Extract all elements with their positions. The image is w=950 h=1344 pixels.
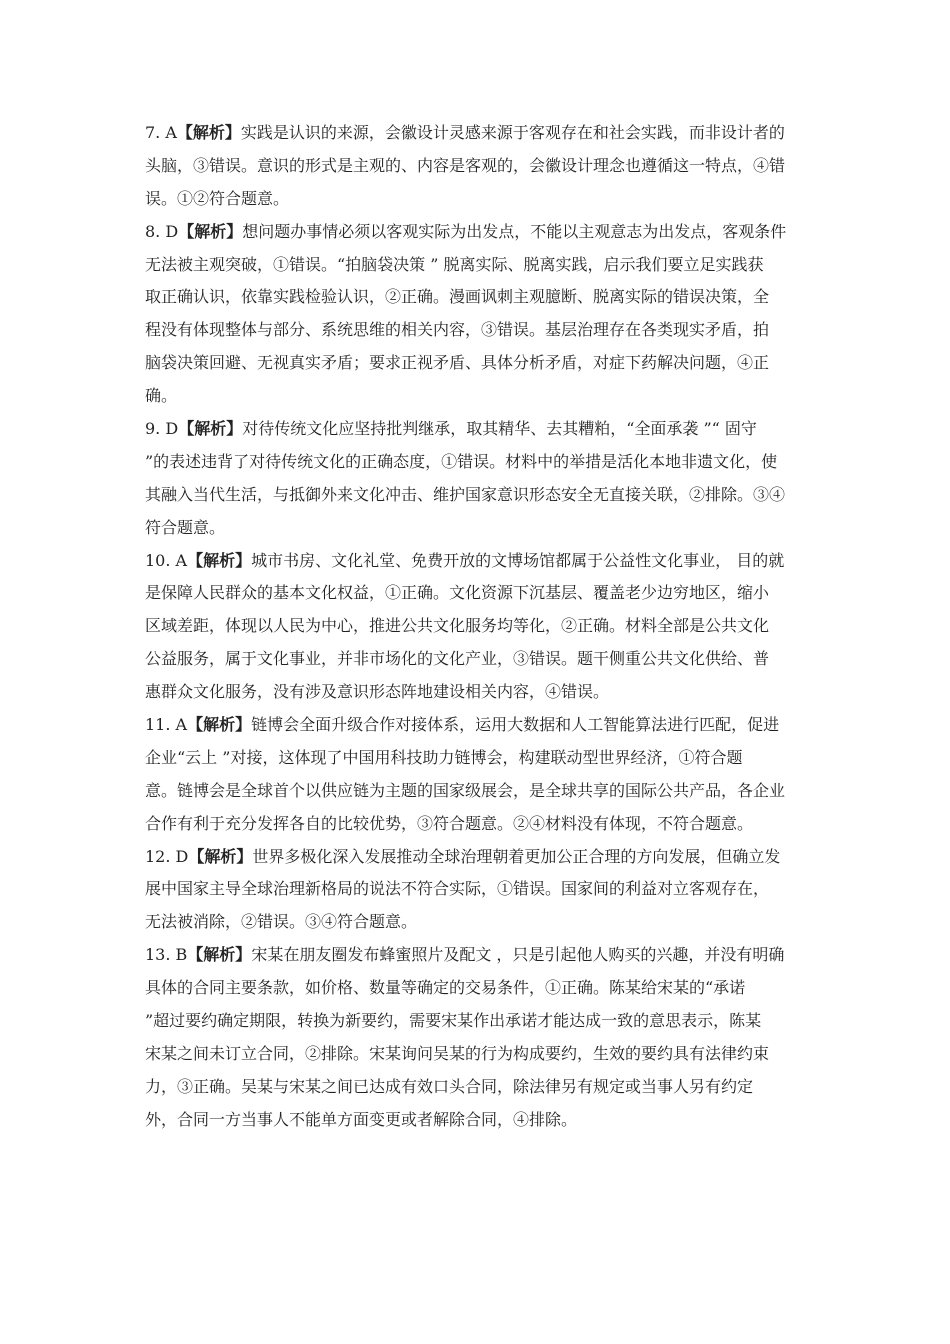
answer-text: 宋某在朋友圈发布蜂蜜照片及配文 ，只是引起他人购买的兴趣，并没有明确 [251, 945, 785, 965]
answer-item [145, 939, 810, 1136]
answer-line: 误。①②符合题意。 [145, 188, 290, 208]
answer-line: 公益服务，属于文化事业，并非市场化的文化产业，③错误。题干侧重公共文化供给、普 [145, 649, 770, 669]
answer-item [145, 117, 810, 216]
answer-line: 意。链博会是全球首个以供应链为主题的国家级展会，是全球共享的国际公共产品，各企业 [145, 780, 786, 800]
answer-line: ”的表述违背了对待传统文化的正确态度，①错误。材料中的举措是活化本地非遗文化，使 [145, 451, 778, 471]
question-number: 10. A [145, 550, 188, 570]
question-number: 8. D [145, 221, 179, 241]
answer-line: 宋某之间未订立合同，②排除。宋某询问吴某的行为构成要约，生效的要约具有法律约束 [145, 1043, 770, 1063]
answer-line: 其融入当代生活，与抵御外来文化冲击、维护国家意识形态安全无直接关联，②排除。③④ [145, 484, 786, 504]
analysis-tag: 【解析】 [188, 846, 253, 866]
answer-line [145, 216, 810, 249]
answer-line: 力，③正确。吴某与宋某之间已达成有效口头合同，除法律另有规定或当事人另有约定 [145, 1076, 754, 1096]
answer-line: 区域差距，体现以人民为中心，推进公共文化服务均等化，②正确。材料全部是公共文化 [145, 616, 770, 636]
analysis-tag: 【解析】 [176, 123, 241, 142]
question-number: 9. D [145, 419, 179, 439]
question-number: 11. A [145, 715, 188, 735]
answer-text: 对待传统文化应坚持批判继承，取其精华、去其糟粕，“全面承袭 ”“ 固守 [242, 419, 757, 439]
answer-line: 无法被主观突破，①错误。“拍脑袋决策 ” 脱离实际、脱离实践，启示我们要立足实践获 [145, 254, 764, 274]
answer-line: 取正确认识，依靠实践检验认识，②正确。漫画讽刺主观臆断、脱离实际的错误决策，全 [145, 287, 770, 307]
analysis-tag: 【解析】 [178, 419, 243, 439]
question-number: 7. A [145, 123, 177, 142]
answer-line [145, 841, 810, 874]
answer-line: 确。 [145, 386, 178, 406]
answer-line: 展中国家主导全球治理新格局的说法不符合实际，①错误。国家间的利益对立客观存在， [145, 879, 770, 899]
answer-text: 城市书房、文化礼堂、免费开放的文博场馆都属于公益性文化事业， 目的就 [251, 550, 785, 570]
answer-line: 脑袋决策回避、无视真实矛盾；要求正视矛盾、具体分析矛盾，对症下药解决问题，④正 [145, 353, 770, 373]
answer-line: 企业“云上 ”对接，这体现了中国用科技助力链博会，构建联动型世界经济，①符合题 [145, 747, 743, 767]
answer-line: ”超过要约确定期限，转换为新要约，需要宋某作出承诺才能达成一致的意思表示，陈某 [145, 1011, 762, 1031]
answer-line: 是保障人民群众的基本文化权益，①正确。文化资源下沉基层、覆盖老少边穷地区，缩小 [145, 583, 770, 603]
answer-item [145, 709, 810, 841]
analysis-tag: 【解析】 [187, 715, 252, 735]
answer-line: 外，合同一方当事人不能单方面变更或者解除合同，④排除。 [145, 1109, 578, 1129]
answer-line: 头脑，③错误。意识的形式是主观的、内容是客观的，会徽设计理念也遵循这一特点，④错 [145, 155, 786, 175]
answer-line [145, 709, 810, 742]
answer-item [145, 841, 810, 940]
answer-explanations [145, 117, 810, 1137]
answer-line: 程没有体现整体与部分、系统思维的相关内容，③错误。基层治理存在各类现实矛盾，拍 [145, 320, 770, 340]
answer-line: 合作有利于充分发挥各自的比较优势，③符合题意。②④材料没有体现，不符合题意。 [145, 813, 754, 833]
answer-text: 想问题办事情必须以客观实际为出发点，不能以主观意志为出发点，客观条件 [242, 221, 787, 241]
answer-line: 惠群众文化服务，没有涉及意识形态阵地建设相关内容，④错误。 [145, 682, 610, 702]
answer-line: 具体的合同主要条款，如价格、数量等确定的交易条件，①正确。陈某给宋某的“承诺 [145, 978, 746, 998]
answer-text: 链博会全面升级合作对接体系，运用大数据和人工智能算法进行匹配，促进 [251, 715, 780, 735]
answer-item [145, 216, 810, 413]
answer-line [145, 117, 810, 150]
question-number: 13. B [145, 945, 188, 965]
question-number: 12. D [145, 846, 189, 866]
answer-line [145, 939, 810, 972]
answer-line: 符合题意。 [145, 517, 226, 537]
answer-text: 世界多极化深入发展推动全球治理朝着更加公正合理的方向发展，但确立发 [252, 846, 781, 866]
answer-item [145, 413, 810, 545]
analysis-tag: 【解析】 [187, 550, 252, 570]
answer-line [145, 413, 810, 446]
analysis-tag: 【解析】 [187, 945, 252, 965]
analysis-tag: 【解析】 [178, 221, 243, 241]
answer-item [145, 545, 810, 709]
answer-text: 实践是认识的来源，会徽设计灵感来源于客观存在和社会实践，而非设计者的 [240, 123, 785, 142]
answer-line [145, 545, 810, 578]
answer-line: 无法被消除，②错误。③④符合题意。 [145, 912, 418, 932]
